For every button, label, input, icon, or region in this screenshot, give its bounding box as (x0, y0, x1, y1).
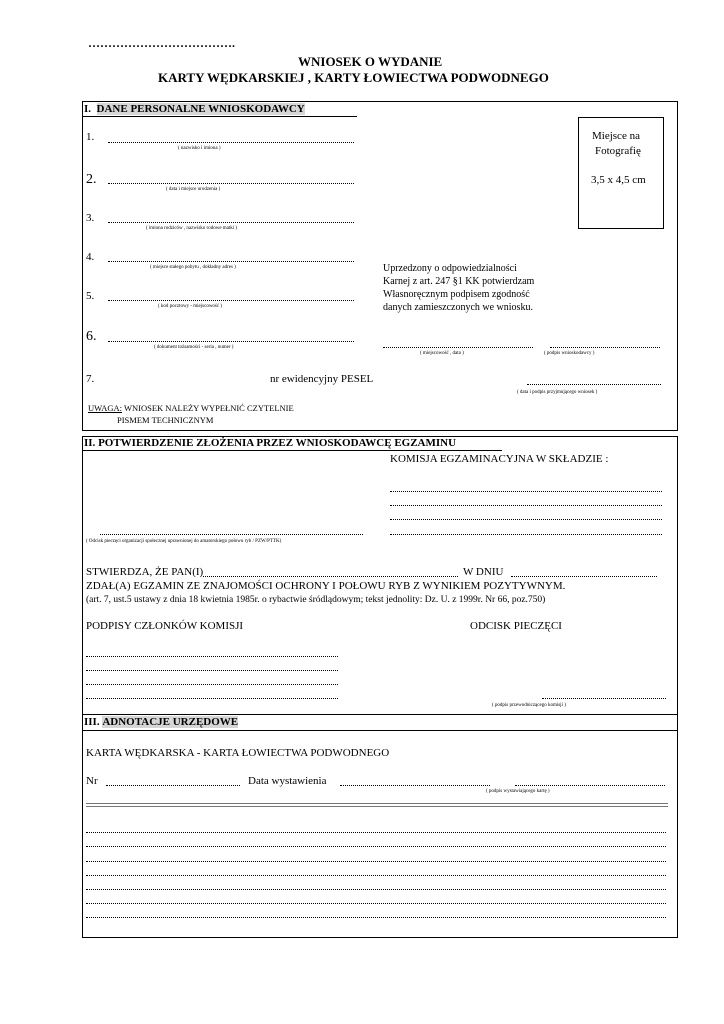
field4-hint: ( miejsce stałego pobytu , dokładny adres ) (150, 265, 236, 270)
issue-date-label: Data wystawienia (248, 775, 327, 787)
field5-hint: ( kod pocztowy - miejscowość ) (158, 304, 223, 309)
annotation-line-4[interactable] (86, 875, 666, 876)
place-date-hint: ( miejscowość , data ) (420, 351, 464, 356)
note-text: WNIOSEK NALEŻY WYPEŁNIĆ CZYTELNIE (122, 403, 294, 413)
declaration-line1: Uprzedzony o odpowiedzialności (383, 263, 517, 274)
place-date-line[interactable] (383, 347, 533, 348)
member-signature-line-1[interactable] (86, 656, 338, 657)
field3-hint: ( imiona rodziców , nazwisko rodowe matki ) (146, 226, 238, 231)
photo-label-2: Fotografię (595, 145, 641, 157)
confirm-date-label: W DNIU (463, 566, 504, 578)
field5-line[interactable] (108, 300, 354, 301)
chair-signature-line[interactable] (542, 698, 666, 699)
double-separator (86, 803, 668, 807)
field2-line[interactable] (108, 183, 354, 184)
issuer-signature-hint: ( podpis wystawiającego kartę ) (486, 789, 550, 794)
section2-header: II. POTWIERDZENIE ZŁOŻENIA PRZEZ WNIOSKODAWCĘ EGZAMINU (84, 437, 457, 449)
photo-label-1: Miejsce na (592, 130, 640, 142)
field4-num: 4. (86, 251, 95, 263)
receiver-hint: ( data i podpis przyjmującego wniosek ) (517, 390, 598, 395)
exam-passed: ZDAŁ(A) EGZAMIN ZE ZNAJOMOŚCI OCHRONY I POŁOWU RYB Z WYNIKIEM POZYTYWNYM. (86, 580, 566, 592)
field1-line[interactable] (108, 142, 354, 143)
card-nr-label: Nr (86, 775, 98, 787)
member-signature-line-2[interactable] (86, 670, 338, 671)
stamp-label: ODCISK PIECZĘCI (470, 620, 562, 632)
declaration-line4: danych zamieszczonych we wniosku. (383, 302, 533, 313)
confirm-name-line[interactable] (203, 576, 458, 577)
member-signature-line-3[interactable] (86, 684, 338, 685)
card-nr-line[interactable] (106, 785, 240, 786)
form-title-line1: WNIOSEK O WYDANIE (298, 54, 443, 69)
annotation-line-1[interactable] (86, 832, 666, 833)
section1-header: I. DANE PERSONALNE WNIOSKODAWCY (84, 103, 305, 115)
stamp-line[interactable] (100, 534, 363, 535)
field6-num: 6. (86, 329, 97, 344)
field6-hint: ( dokument tożsamości - seria , numer ) (154, 345, 234, 350)
place-dots: ………………………………. (88, 36, 235, 50)
chair-signature-hint: ( podpis przewodniczącego komisji ) (492, 703, 566, 708)
receiver-line[interactable] (527, 384, 661, 385)
field1-hint: ( nazwisko i imiona ) (178, 146, 221, 151)
section2-3-frame (82, 436, 678, 938)
field7-num: 7. (86, 373, 95, 385)
applicant-signature-line[interactable] (550, 347, 660, 348)
field6-line[interactable] (108, 341, 354, 342)
declaration-line2: Karnej z art. 247 §1 KK potwierdzam (383, 276, 535, 287)
confirm-prefix: STWIERDZA, ŻE PAN(I) (86, 566, 204, 578)
section1-header-underline (82, 116, 357, 117)
field1-num: 1. (86, 131, 95, 143)
section2-header-underline (82, 450, 502, 451)
note-label: UWAGA: (88, 403, 122, 413)
annotation-line-2[interactable] (86, 846, 666, 847)
annotation-line-7[interactable] (86, 917, 666, 918)
photo-size: 3,5 x 4,5 cm (591, 174, 646, 186)
note (88, 403, 294, 413)
issuer-signature-line[interactable] (515, 785, 665, 786)
field2-hint: ( data i miejsce urodzenia ) (166, 187, 221, 192)
legal-basis: (art. 7, ust.5 ustawy z dnia 18 kwietnia 1985r. o rybactwie śródlądowym; tekst jednolity: Dz. U. z 1999r. Nr 66, poz.750) (86, 595, 546, 605)
note-text-2: PISMEM TECHNICZNYM (117, 415, 214, 425)
declaration-line3: Własnoręcznym podpisem zgodność (383, 289, 530, 300)
commission-line-3[interactable] (390, 519, 662, 520)
field3-line[interactable] (108, 222, 354, 223)
section3-top-border (82, 714, 678, 715)
commission-line-2[interactable] (390, 505, 662, 506)
field5-num: 5. (86, 290, 95, 302)
field3-num: 3. (86, 212, 95, 224)
member-signature-line-4[interactable] (86, 698, 338, 699)
signatures-label: PODPISY CZŁONKÓW KOMISJI (86, 620, 244, 632)
issue-date-line[interactable] (340, 785, 490, 786)
commission-line-4[interactable] (390, 534, 662, 535)
field2-num: 2. (86, 172, 97, 187)
annotation-line-6[interactable] (86, 903, 666, 904)
form-title-line2: KARTY WĘDKARSKIEJ , KARTY ŁOWIECTWA PODWODNEGO (158, 70, 549, 85)
field4-line[interactable] (108, 261, 354, 262)
section3-header-underline (82, 730, 678, 731)
commission-label: KOMISJA EGZAMINACYJNA W SKŁADZIE : (390, 453, 609, 465)
applicant-signature-hint: ( podpis wnioskodawcy ) (544, 351, 595, 356)
annotation-line-5[interactable] (86, 889, 666, 890)
card-title: KARTA WĘDKARSKA - KARTA ŁOWIECTWA PODWODNEGO (86, 747, 390, 759)
confirm-date-line[interactable] (511, 576, 657, 577)
section3-header: III. ADNOTACJE URZĘDOWE (84, 716, 239, 728)
stamp-hint: ( Odcisk pieczęci organizacji społecznej uprawnionej do amatorskiego połowu ryb / PZW/PTTK) (86, 539, 282, 544)
annotation-line-3[interactable] (86, 861, 666, 862)
pesel-label: nr ewidencyjny PESEL (270, 373, 374, 385)
commission-line-1[interactable] (390, 491, 662, 492)
